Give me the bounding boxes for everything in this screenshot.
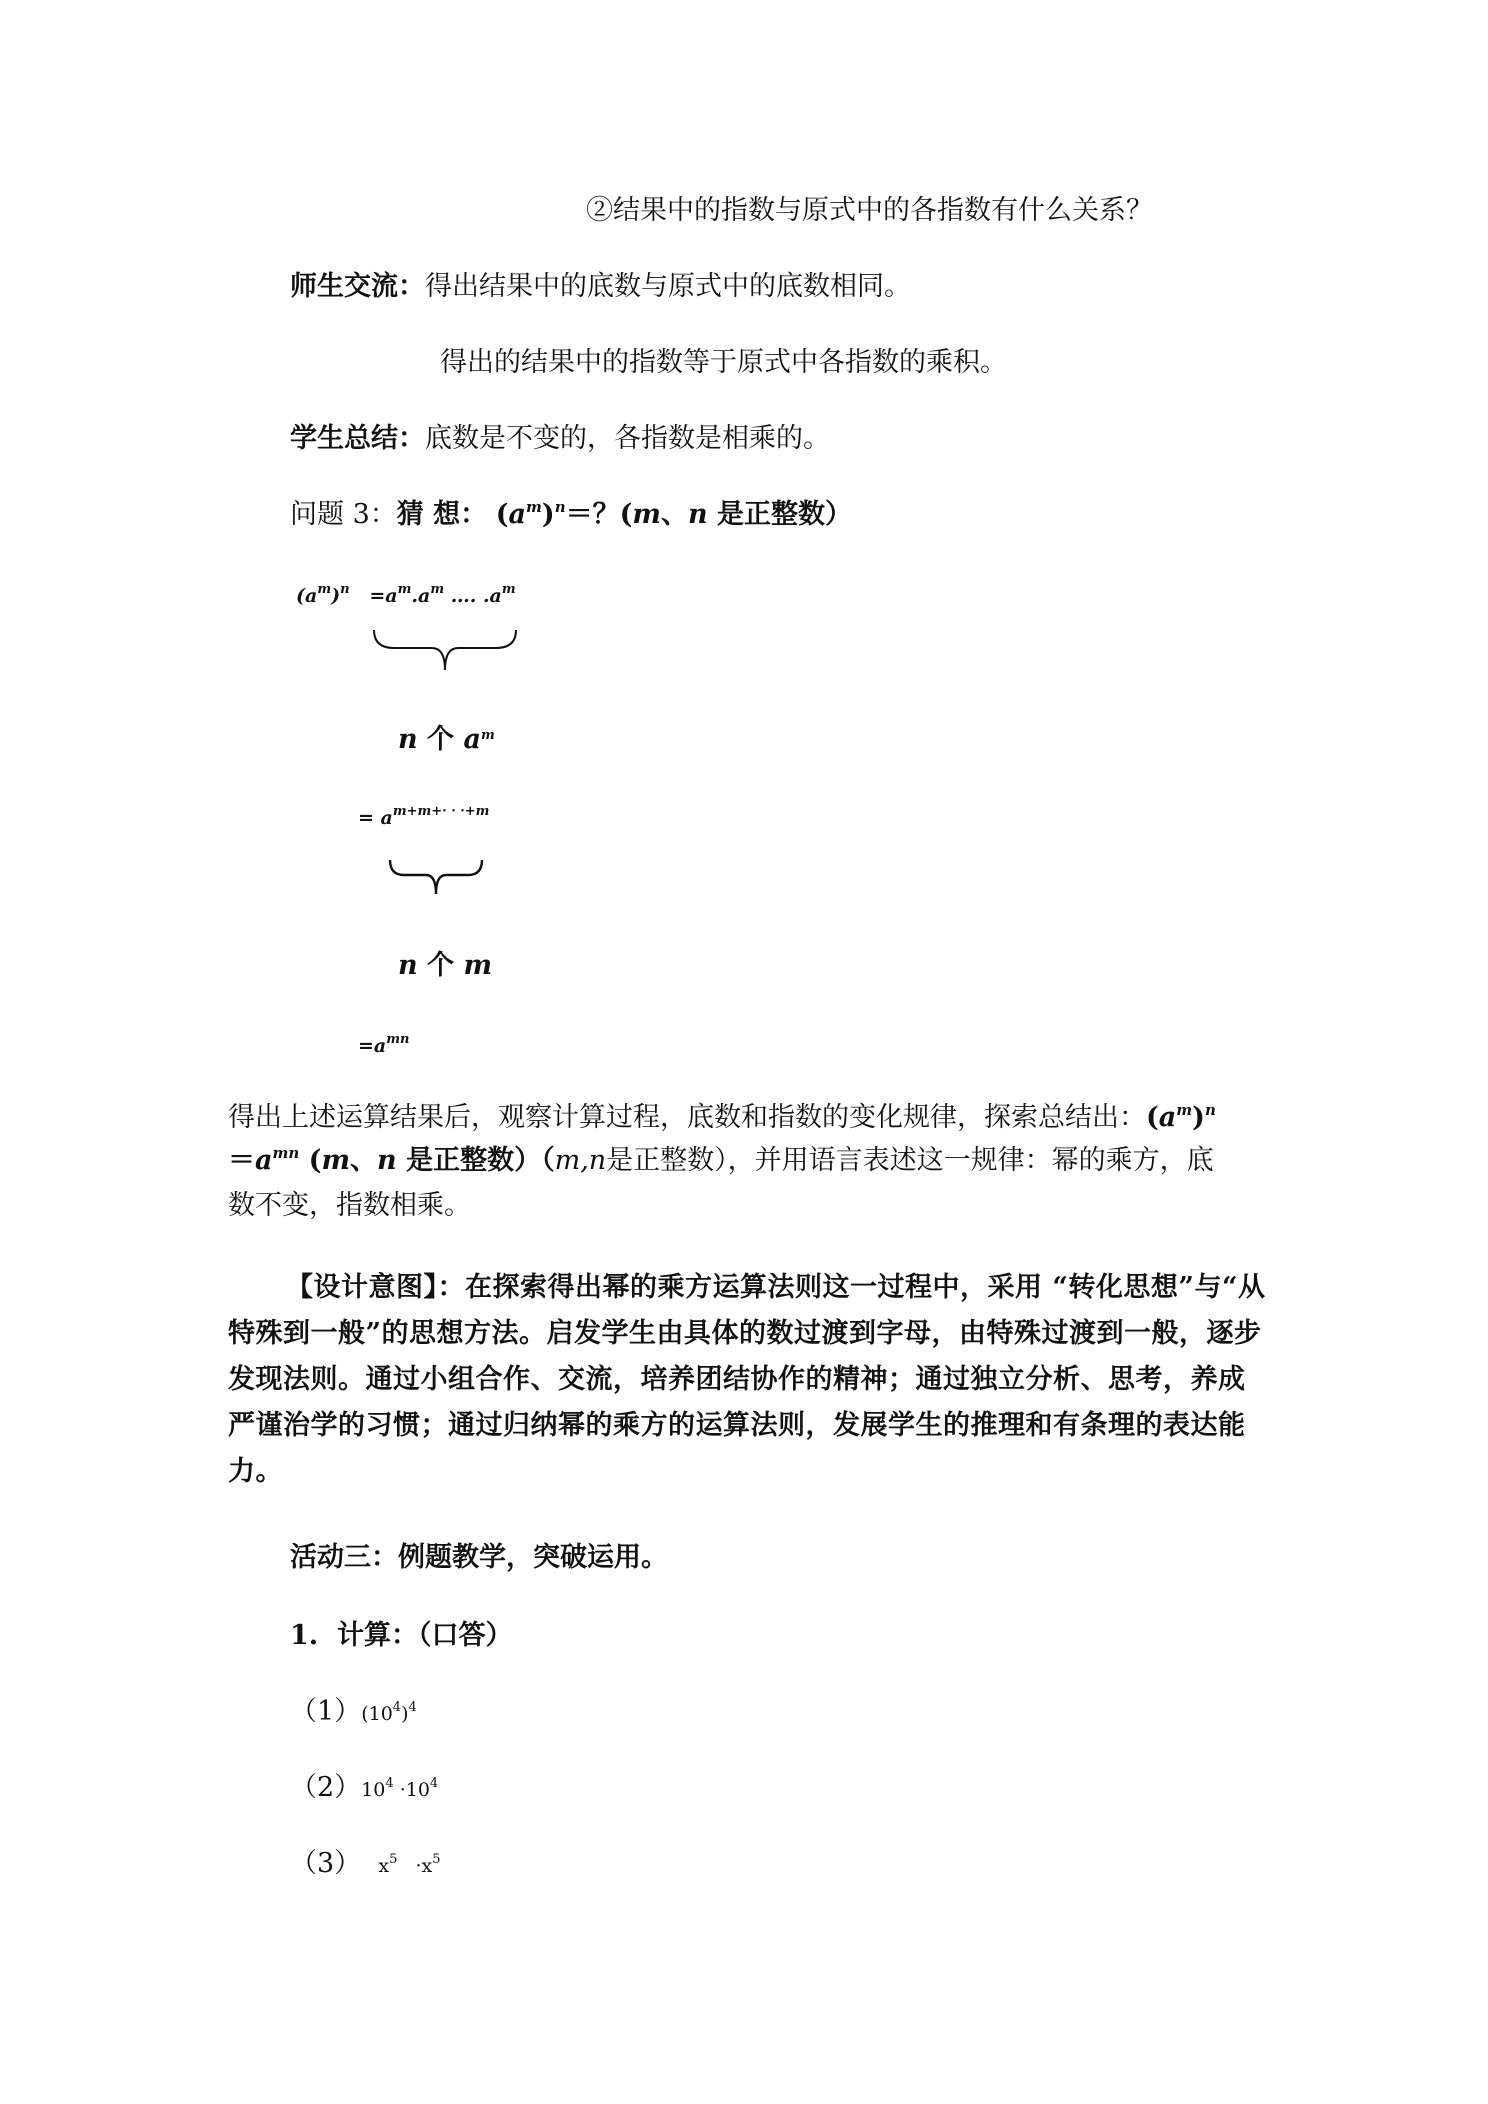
activity-3: 活动三：例题教学，突破运用。 [290,1542,668,1573]
question-2: ②结果中的指数与原式中的各指数有什么关系？ [586,195,1153,226]
design-intent-title: 【设计意图】 [286,1272,438,1303]
question-3 [290,497,852,536]
student-summary-text: 底数是不变的，各指数是相乘的。 [425,423,830,454]
conclusion-line-3: 数不变，指数相乘。 [228,1190,471,1221]
derivation-line-1: $(a^m)^n$ $=a^m.a^m$ …. $.a^m$ [296,582,516,607]
student-summary-label: 学生总结： [290,423,425,454]
question-3-formula: $(a^m)^n=$？(m、n 是正整数） [495,498,853,530]
brace-note-1: n 个 $a^m$ [398,724,495,755]
exercise-title: 1. 计算：（口答） [290,1620,513,1651]
exercise-item-1: $(1)(10^4)^4$ [290,1696,417,1727]
design-intent [228,1265,1268,1495]
brace-note-2: n 个 m [398,950,493,981]
design-intent-text: ：在探索得出幂的乘方运算法则这一过程中，采用 “转化思想”与“从特殊到一般”的思想方法。启发学生由具体的数过渡到字母，由特殊过渡到一般，逐步发现法则。通过小组合作、交流，培养团结协作的精神；通过独立分析、思考，养成严谨治学的习惯；通过归纳幂的乘方的运算法则，发展学生的推理和有条理的表达能力。 [228,1272,1266,1487]
exercise-item-3: （3） $x^5 \cdot x^5$ [290,1848,441,1879]
derivation-lhs: (a [296,585,318,607]
conclusion-line-1: 得出上述运算结果后，观察计算过程，底数和指数的变化规律，探索总结出：$(a^m)^n$ [228,1101,1216,1133]
derivation-rhs-part-2: .a [411,585,431,607]
question-3-prefix: 问题 3： [290,499,397,530]
exchange-text-1: 得出结果中的底数与原式中的底数相同。 [425,271,911,302]
derivation-rhs-part-1: =a [369,585,398,607]
derivation-rhs-part-3: …. .a [444,585,502,607]
student-summary [290,421,830,457]
underbrace-2 [388,858,484,898]
exchange-label: 师生交流： [290,271,425,302]
exchange-line-2: 得出的结果中的指数等于原式中各指数的乘积。 [440,347,1007,378]
derivation-line-3: $=a^{mn}$ [358,1032,410,1057]
underbrace-1 [372,628,518,674]
question-3-label: 猜 想： [396,499,488,530]
exchange-line-1 [290,269,911,305]
conclusion-line-2: $=a^{mn}$ (m、n 是正整数）（m,n是正整数），并用语言表述这一规律：幂的乘方，底 [228,1144,1214,1176]
derivation-line-2: = $a^{m+m+\cdot \cdot \cdot+m}$ [358,804,490,829]
exercise-item-2: $(2)10^4 \cdot 10^4$ [290,1772,439,1803]
